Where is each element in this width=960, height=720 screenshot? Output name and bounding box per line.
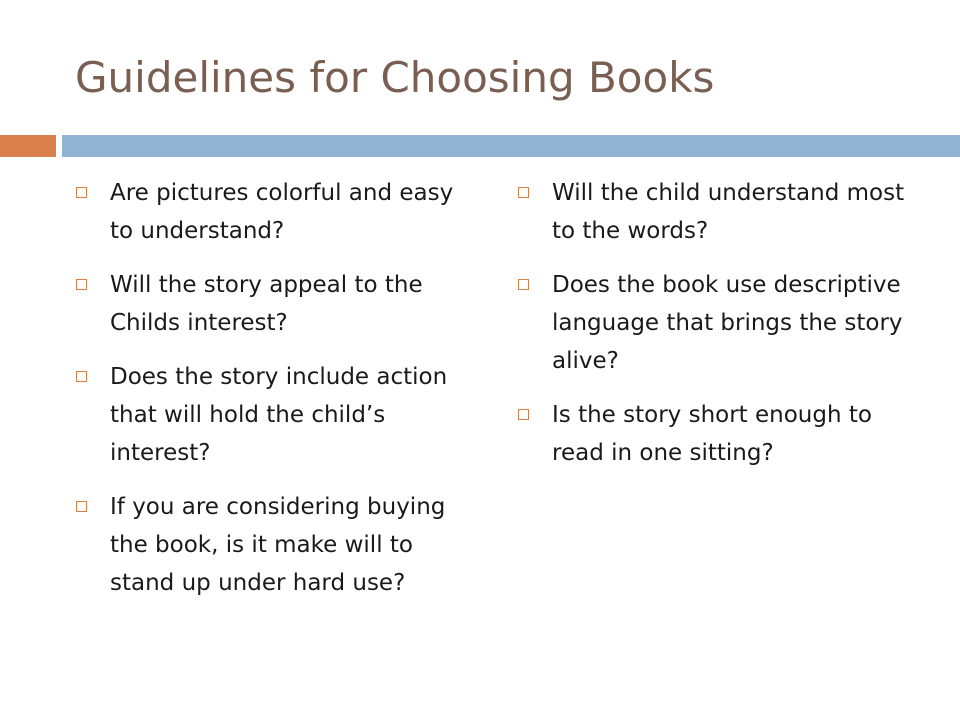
bullet-text: Will the child understand most to the words?	[552, 180, 905, 244]
bullet-text: Is the story short enough to read in one sitting?	[552, 402, 872, 466]
left-bullet-list	[74, 174, 474, 618]
bullet-item	[516, 266, 926, 380]
bullet-text: If you are considering buying the book, is it make will to stand up under hard use?	[110, 494, 446, 596]
hollow-square-icon	[76, 187, 87, 198]
hollow-square-icon	[518, 409, 529, 420]
bullet-item	[74, 266, 474, 342]
bullet-item	[516, 396, 926, 472]
bullet-item	[516, 174, 926, 250]
hollow-square-icon	[518, 279, 529, 290]
hollow-square-icon	[76, 279, 87, 290]
bullet-item	[74, 174, 474, 250]
accent-bar-orange	[0, 135, 56, 157]
hollow-square-icon	[76, 371, 87, 382]
slide-title: Guidelines for Choosing Books	[75, 53, 715, 102]
bullet-item	[74, 358, 474, 472]
hollow-square-icon	[76, 501, 87, 512]
hollow-square-icon	[518, 187, 529, 198]
bullet-item	[74, 488, 474, 602]
bullet-text: Does the book use descriptive language that brings the story alive?	[552, 272, 903, 374]
bullet-text: Will the story appeal to the Childs interest?	[110, 272, 423, 336]
bullet-text: Are pictures colorful and easy to understand?	[110, 180, 454, 244]
accent-bar-blue	[62, 135, 960, 157]
right-bullet-list	[516, 174, 926, 488]
bullet-text: Does the story include action that will hold the child’s interest?	[110, 364, 448, 466]
